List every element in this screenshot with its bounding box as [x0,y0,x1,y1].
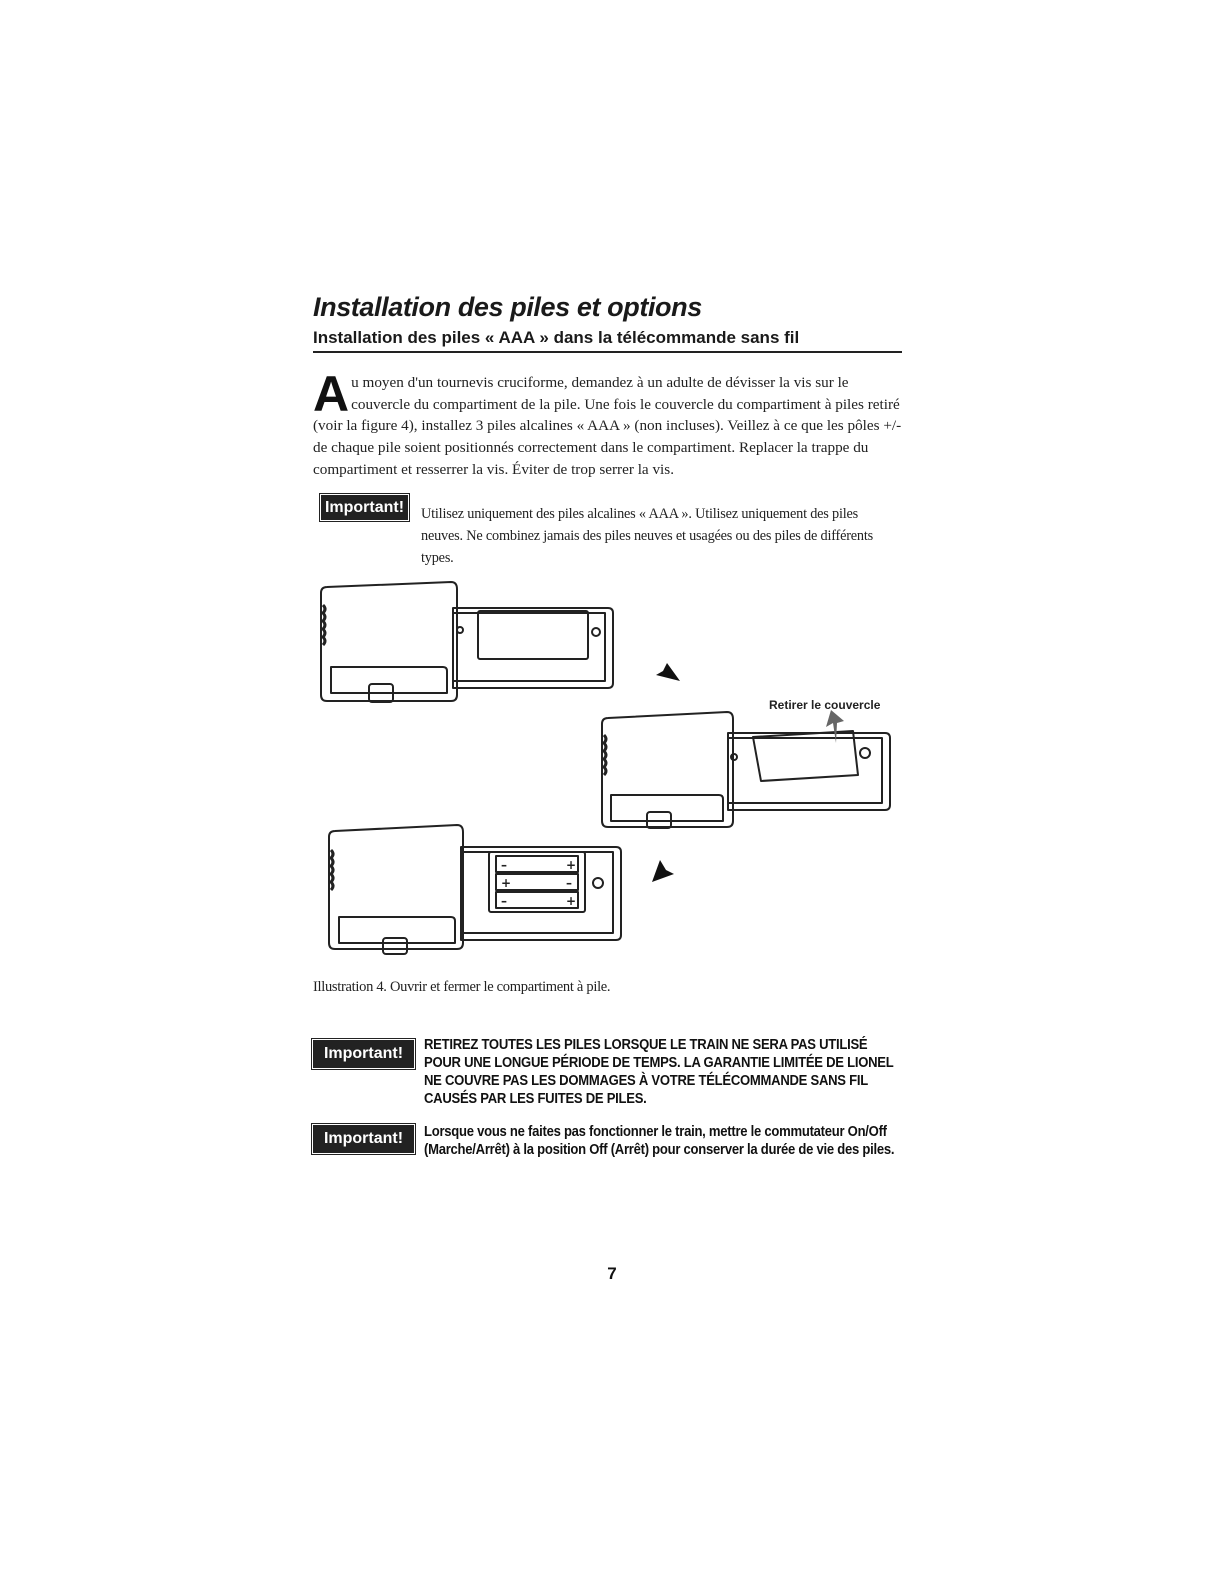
important-note-2: RETIREZ TOUTES LES PILES LORSQUE LE TRAIN NE SERA PAS UTILISÉ POUR UNE LONGUE PÉRIODE DE TEMPS. LA GARANTIE LIMITÉE DE LIONEL NE COUVRE PAS LES DOMMAGES À VOTRE TÉLÉCOMMANDE SANS FIL CAUSÉS PAR LES FUITES DE PILES. [424,1036,894,1107]
section-subtitle: Installation des piles « AAA » dans la télécommande sans fil [313,328,800,347]
svg-text:+: + [501,876,512,890]
important-note-3: Lorsque vous ne faites pas fonctionner le train, mettre le commutateur On/Off (Marche/Arrêt) à la position Off (Arrêt) pour conserver la durée de vie des piles. [424,1123,895,1158]
svg-text:+: + [566,894,577,908]
battery-compartment-figure [313,575,903,975]
svg-text:–: – [501,894,507,908]
intro-paragraph [313,366,903,481]
remote-batteries-installed-illustration [329,825,621,954]
page-title: Installation des piles et options [313,292,702,322]
arrows [649,657,844,882]
important-badge-3: Important! [313,1125,414,1153]
important-badge-1: Important! [321,495,408,520]
remote-cover-removed-illustration [602,712,890,828]
page-number: 7 [607,1264,617,1283]
svg-text:–: – [501,858,507,872]
arrow-down-right-icon [649,657,680,681]
important-note-1: Utilisez uniquement des piles alcalines « AAA ». Utilisez uniquement des piles neuves. Ne combinez jamais des piles neuves et usagées ou des piles de différents types. [421,506,874,566]
figure-label: Retirer le couvercle [769,698,881,712]
remote-closed-illustration [321,582,613,702]
drop-cap: A [313,366,350,422]
svg-text:+: + [566,858,577,872]
arrow-down-left-icon [652,856,680,882]
polarity-marks [501,858,576,908]
title-divider [313,351,902,353]
intro-text: u moyen d'un tournevis cruciforme, demandez à un adulte de dévisser la vis sur le couvercle du compartiment de la pile. Une fois le couvercle du compartiment à piles retiré (voir la figure 4), installez 3 piles alcalines « AAA » (non incluses). Veillez à ce que les pôles +/- de chaque pile soient positionnés correctement dans le compartiment. Replacer la trappe du compartiment et resserrer la vis. Éviter de trop serrer la vis. [313,374,902,478]
important-badge-2: Important! [313,1040,414,1068]
figure-caption: Illustration 4. Ouvrir et fermer le compartiment à pile. [313,979,611,995]
svg-text:–: – [566,876,572,890]
